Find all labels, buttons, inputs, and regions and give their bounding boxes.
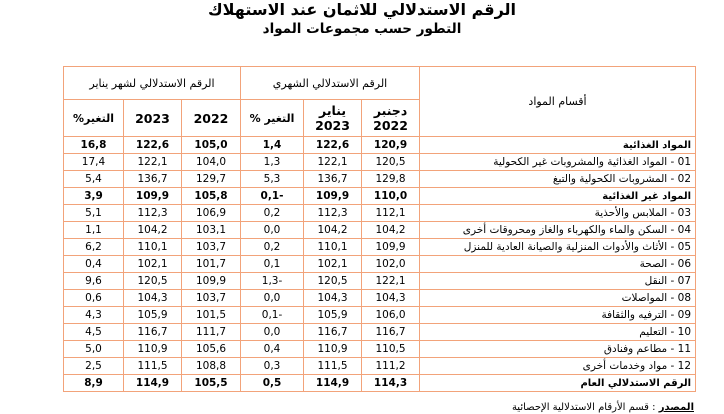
cell-jan-2023-annual: 110,9 [124, 341, 182, 358]
cell-dec-2022: 122,1 [362, 273, 420, 290]
source-note [458, 401, 694, 414]
cell-jan-2022: 104,0 [182, 154, 241, 171]
table-row [64, 205, 696, 222]
cell-monthly-change: 0,4 [241, 341, 304, 358]
cell-jan-2023: 122,6 [304, 137, 362, 154]
cell-monthly-change: 0,1 [241, 256, 304, 273]
cell-jan-2023: 136,7 [304, 171, 362, 188]
cell-jan-2023-annual: 102,1 [124, 256, 182, 273]
cell-jan-2023: 122,1 [304, 154, 362, 171]
cell-dec-2022: 104,3 [362, 290, 420, 307]
cell-dec-2022: 104,2 [362, 222, 420, 239]
cell-jan-2023-annual: 105,9 [124, 307, 182, 324]
cell-jan-2022: 103,7 [182, 239, 241, 256]
cell-jan-2023-annual: 110,1 [124, 239, 182, 256]
cell-jan-2023: 104,2 [304, 222, 362, 239]
row-label: 02 - المشروبات الكحولية والتبغ [420, 171, 696, 188]
cell-jan-2023-annual: 109,9 [124, 188, 182, 205]
cell-monthly-change: 0,3 [241, 358, 304, 375]
cell-jan-2023-annual: 122,1 [124, 154, 182, 171]
cell-jan-2023: 102,1 [304, 256, 362, 273]
cell-jan-2022: 101,5 [182, 307, 241, 324]
category-header: أقسام المواد [420, 67, 696, 137]
cell-annual-change: 4,5 [64, 324, 124, 341]
cell-jan-2023-annual: 120,5 [124, 273, 182, 290]
cell-jan-2023: 109,9 [304, 188, 362, 205]
row-label: 08 - المواصلات [420, 290, 696, 307]
col-dec-2022 [362, 100, 420, 137]
col-dec-year: 2022 [373, 118, 408, 133]
cell-monthly-change: 0,5 [241, 375, 304, 392]
cell-jan-2022: 105,0 [182, 137, 241, 154]
table-row [64, 239, 696, 256]
col-jan-month: يناير [319, 103, 347, 118]
row-label: 01 - المواد الغذائية والمشروبات غير الكحولية [420, 154, 696, 171]
cell-annual-change: 17,4 [64, 154, 124, 171]
cell-dec-2022: 111,2 [362, 358, 420, 375]
table-row [64, 154, 696, 171]
cell-annual-change: 0,6 [64, 290, 124, 307]
table-row [64, 358, 696, 375]
january-group-header: الرقم الاستدلالي لشهر يناير [64, 67, 241, 100]
cell-jan-2023: 110,1 [304, 239, 362, 256]
table-row [64, 137, 696, 154]
cell-jan-2023: 112,3 [304, 205, 362, 222]
table-row [64, 222, 696, 239]
cell-jan-2023-annual: 122,6 [124, 137, 182, 154]
col-monthly-change: التغير % [241, 100, 304, 137]
cell-jan-2022: 129,7 [182, 171, 241, 188]
cell-jan-2022: 103,1 [182, 222, 241, 239]
page-subtitle: التطور حسب مجموعات المواد [262, 21, 462, 37]
cell-monthly-change: 0,2 [241, 205, 304, 222]
cell-jan-2023: 110,9 [304, 341, 362, 358]
row-label: 07 - النقل [420, 273, 696, 290]
cell-monthly-change: 0,2 [241, 239, 304, 256]
cell-jan-2023: 111,5 [304, 358, 362, 375]
cell-dec-2022: 102,0 [362, 256, 420, 273]
table-row [64, 290, 696, 307]
cell-dec-2022: 109,9 [362, 239, 420, 256]
cell-monthly-change: 0,0 [241, 222, 304, 239]
col-jan-2023-annual: 2023 [124, 100, 182, 137]
cell-jan-2023-annual: 112,3 [124, 205, 182, 222]
cell-annual-change: 5,0 [64, 341, 124, 358]
source-key: المصدر [658, 402, 694, 413]
row-label: المواد الغذائية [420, 137, 696, 154]
col-jan-year: 2023 [315, 118, 350, 133]
table-row [64, 171, 696, 188]
row-label: 06 - الصحة [420, 256, 696, 273]
cell-jan-2022: 111,7 [182, 324, 241, 341]
source-text: قسم الأرقام الاستدلالية الإحصائية [511, 402, 649, 413]
cell-monthly-change: 1,3 [241, 154, 304, 171]
cell-annual-change: 1,1 [64, 222, 124, 239]
cell-dec-2022: 114,3 [362, 375, 420, 392]
col-jan-2022: 2022 [182, 100, 241, 137]
cell-annual-change: 16,8 [64, 137, 124, 154]
cell-monthly-change: 0,0 [241, 290, 304, 307]
cell-monthly-change: 1,4 [241, 137, 304, 154]
cell-annual-change: 9,6 [64, 273, 124, 290]
cell-dec-2022: 129,8 [362, 171, 420, 188]
cell-jan-2023: 105,9 [304, 307, 362, 324]
cell-jan-2022: 101,7 [182, 256, 241, 273]
row-label: 12 - مواد وخدمات أخرى [420, 358, 696, 375]
cell-jan-2023-annual: 114,9 [124, 375, 182, 392]
cell-dec-2022: 120,5 [362, 154, 420, 171]
row-label: 09 - الترفيه والثقافة [420, 307, 696, 324]
cell-jan-2022: 108,8 [182, 358, 241, 375]
cell-jan-2023-annual: 104,3 [124, 290, 182, 307]
cell-dec-2022: 110,5 [362, 341, 420, 358]
cell-annual-change: 3,9 [64, 188, 124, 205]
row-label: الرقم الاستدلالي العام [420, 375, 696, 392]
cell-jan-2022: 106,9 [182, 205, 241, 222]
table-row [64, 341, 696, 358]
table-row [64, 256, 696, 273]
cell-monthly-change: -1,3 [241, 273, 304, 290]
cell-jan-2023: 114,9 [304, 375, 362, 392]
table-row [64, 307, 696, 324]
row-label: 03 - الملابس والأحذية [420, 205, 696, 222]
cell-jan-2022: 105,5 [182, 375, 241, 392]
cell-jan-2022: 109,9 [182, 273, 241, 290]
cell-jan-2023: 104,3 [304, 290, 362, 307]
row-label: 11 - مطاعم وفنادق [420, 341, 696, 358]
cell-jan-2023-annual: 136,7 [124, 171, 182, 188]
cell-annual-change: 2,5 [64, 358, 124, 375]
table-row [64, 273, 696, 290]
cell-monthly-change: -0,1 [241, 188, 304, 205]
page-title: الرقم الاستدلالي للاثمان عند الاستهلاك [207, 0, 517, 19]
cell-dec-2022: 112,1 [362, 205, 420, 222]
cell-annual-change: 5,4 [64, 171, 124, 188]
cell-jan-2023-annual: 111,5 [124, 358, 182, 375]
col-annual-change: التغير% [64, 100, 124, 137]
cell-monthly-change: -0,1 [241, 307, 304, 324]
cell-annual-change: 0,4 [64, 256, 124, 273]
cell-annual-change: 4,3 [64, 307, 124, 324]
source-colon: : [652, 402, 656, 413]
cell-jan-2023: 120,5 [304, 273, 362, 290]
table-row [64, 324, 696, 341]
col-jan-2023 [304, 100, 362, 137]
cell-jan-2022: 105,6 [182, 341, 241, 358]
cell-jan-2022: 103,7 [182, 290, 241, 307]
monthly-group-header: الرقم الاستدلالي الشهري [241, 67, 420, 100]
cell-dec-2022: 106,0 [362, 307, 420, 324]
cell-jan-2023-annual: 104,2 [124, 222, 182, 239]
cpi-table [63, 66, 696, 392]
cell-annual-change: 5,1 [64, 205, 124, 222]
row-label: المواد غير الغذائية [420, 188, 696, 205]
table-row [64, 375, 696, 392]
cell-annual-change: 8,9 [64, 375, 124, 392]
row-label: 10 - التعليم [420, 324, 696, 341]
cell-jan-2023-annual: 116,7 [124, 324, 182, 341]
cell-annual-change: 6,2 [64, 239, 124, 256]
cell-dec-2022: 120,9 [362, 137, 420, 154]
cell-jan-2022: 105,8 [182, 188, 241, 205]
col-dec-month: دجنبر [373, 103, 408, 118]
cell-dec-2022: 110,0 [362, 188, 420, 205]
row-label: 05 - الأثاث والأدوات المنزلية والصيانة العادية للمنزل [420, 239, 696, 256]
cell-jan-2023: 116,7 [304, 324, 362, 341]
row-label: 04 - السكن والماء والكهرباء والغاز ومحروقات أخرى [420, 222, 696, 239]
cell-dec-2022: 116,7 [362, 324, 420, 341]
cell-monthly-change: 5,3 [241, 171, 304, 188]
cell-monthly-change: 0,0 [241, 324, 304, 341]
table-row [64, 188, 696, 205]
